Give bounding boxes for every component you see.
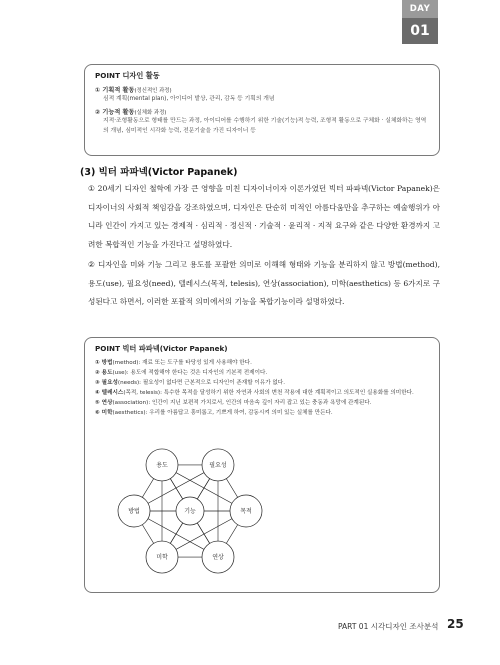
diagram-node-label: 방법 — [128, 508, 140, 515]
point-box-design-activity — [84, 64, 440, 156]
point-row: ⑥ 미학(aesthetics): 우리를 아름답고 흥미롭고, 기쁘게 하여, 감동시켜 의미 있는 실체를 만든다. — [95, 410, 333, 416]
function-complex-diagram — [90, 436, 290, 586]
diagram-node-label: 연상 — [212, 554, 224, 562]
day-label: DAY — [402, 0, 438, 18]
day-number: 01 — [402, 18, 438, 44]
point-row: ④ 텔레시스(목적, telesis): 특수한 목적을 달성하기 위한 자연과 사회의 변천 작용에 대한 계획적이고 의도적인 실용화를 의미한다. — [95, 390, 414, 396]
diagram-node-label: 목적 — [240, 508, 252, 515]
point-item-body: 지적·조형활동으로 형태를 만드는 과정, 아이디어를 수행하기 위한 기술(기능)적 능력, 조형적 활동으로 구체화 · 실체화하는 영역의 개념, 심미적인 시각화 능력, 전문기술을 가진 디자이너 등 — [103, 118, 427, 134]
point-item-heading: ① 기획적 활동(정신적인 과정) — [95, 87, 172, 94]
point-item-heading: ② 기능적 활동(실체화 과정) — [95, 109, 167, 116]
section-title: (3) 빅터 파파넥(Victor Papanek) — [80, 167, 238, 178]
diagram-node-label: 용도 — [156, 461, 168, 469]
day-badge — [402, 0, 438, 44]
body-paragraph: ② 디자인을 미와 기능 그리고 용도를 포괄한 의미로 이해해 형태와 기능을 분리하지 않고 방법(method), 용도(use), 필요성(need), 텔레시스(목적, telesis), 연상(association), 미학(aesthetics) 등 6가지로 구성된다고 하면서, 이러한 포괄적 의미에서의 기능을 복합기능이라 설명하였다. — [88, 260, 440, 306]
page-number: 25 — [447, 617, 464, 631]
footer-part-label: PART 01 시각디자인 조사분석 — [338, 622, 439, 631]
diagram-node-label: 미학 — [156, 554, 168, 562]
point-row: ③ 필요성(needs): 필요성이 없다면 근본적으로 디자인이 존재할 이유가 없다. — [95, 380, 285, 386]
body-paragraph: ① 20세기 디자인 철학에 가장 큰 영향을 미친 디자이너이자 이론가였던 빅터 파파넥(Victor Papanek)은 디자이너의 사회적 책임감을 강조하였으며, 디자인은 단순히 미적인 아름다움만을 추구하는 예술행위가 아니라 인간이 가지고 있는 경제적 · 심리적 · 정신적 · 기술적 · 윤리적 · 지적 요구와 같은 다양한 환경까지 고려한 복합적인 기능을 가진다고 설명하였다. — [88, 184, 441, 249]
point-box-title: POINT 디자인 활동 — [95, 71, 160, 80]
point-item-body: 심적 계획(mental plan), 아이디어 발상, 관리, 감독 등 기획의 개념 — [103, 96, 275, 102]
point-row: ② 용도(use): 용도에 적합해야 한다는 것은 디자인의 기본적 전제이다. — [95, 370, 268, 376]
point-row: ⑤ 연상(association): 인간이 지닌 보편적 가치로서, 인간의 마음속 깊이 자리 잡고 있는 충동과 욕망에 관계된다. — [95, 400, 372, 406]
diagram-node-label: 필요성 — [209, 461, 227, 469]
point-row: ① 방법(method): 재료 또는 도구를 타당성 있게 사용해야 한다. — [95, 360, 252, 366]
diagram-center-node-label: 기능 — [184, 508, 196, 515]
point-box-title: POINT 빅터 파파넥(Victor Papanek) — [95, 344, 228, 353]
